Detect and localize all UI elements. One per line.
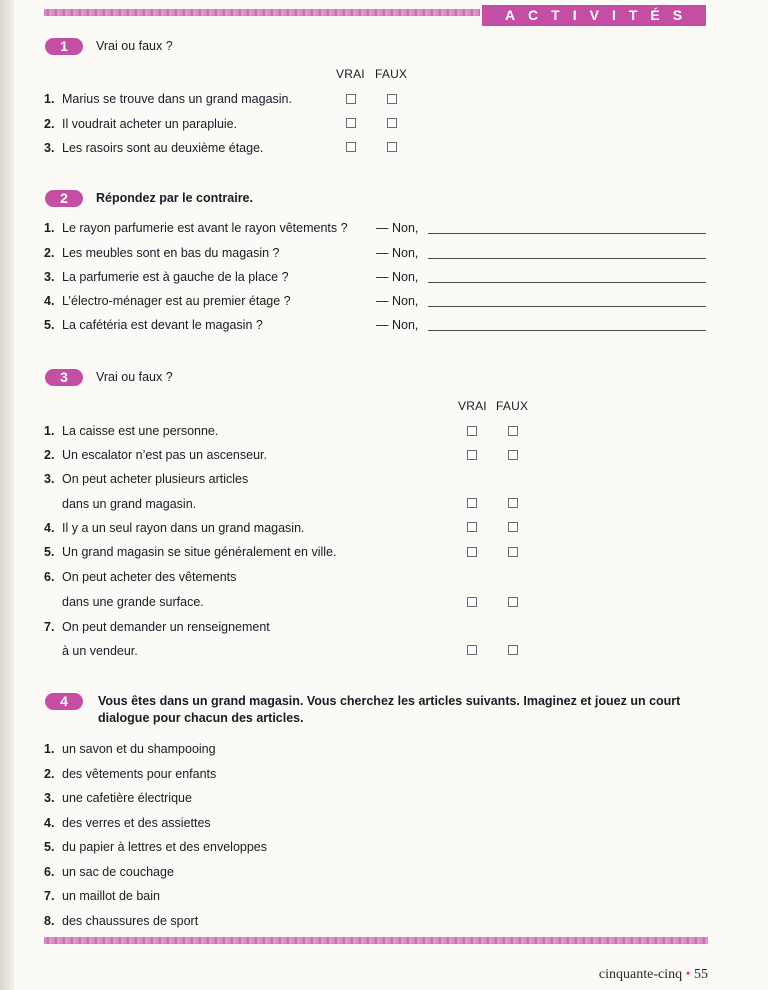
exercise-4-item: 3. une cafetière électrique — [44, 791, 192, 805]
vrai-checkbox[interactable] — [346, 94, 356, 104]
answer-prefix: — Non, — [376, 270, 419, 284]
page-number: 55 — [694, 967, 708, 982]
exercise-3-item-continuation: à un vendeur. — [62, 644, 138, 658]
faux-checkbox[interactable] — [508, 547, 518, 557]
exercise-2-item: 1. Le rayon parfumerie est avant le rayon vêtements ? — [44, 221, 348, 235]
exercise-4-item: 6. un sac de couchage — [44, 865, 174, 879]
exercise-2-item: 3. La parfumerie est à gauche de la place ? — [44, 270, 289, 284]
activites-header: ACTIVITÉS — [482, 5, 706, 26]
faux-checkbox[interactable] — [387, 142, 397, 152]
exercise-2-item: 5. La cafétéria est devant le magasin ? — [44, 318, 263, 332]
exercise-3-item: 1. La caisse est une personne. — [44, 424, 219, 438]
exercise-3-col-vrai: VRAI — [458, 399, 487, 413]
vrai-checkbox[interactable] — [346, 118, 356, 128]
faux-checkbox[interactable] — [508, 645, 518, 655]
exercise-3-item: 7. On peut demander un renseignement — [44, 620, 270, 634]
answer-prefix: — Non, — [376, 318, 419, 332]
answer-prefix: — Non, — [376, 221, 419, 235]
exercise-3-item-continuation: dans un grand magasin. — [62, 497, 197, 511]
exercise-4-item: 2. des vêtements pour enfants — [44, 767, 217, 781]
exercise-3-item: 3. On peut acheter plusieurs articles — [44, 472, 249, 486]
vrai-checkbox[interactable] — [467, 645, 477, 655]
answer-line[interactable] — [428, 282, 706, 283]
faux-checkbox[interactable] — [387, 94, 397, 104]
answer-prefix: — Non, — [376, 294, 419, 308]
faux-checkbox[interactable] — [508, 522, 518, 532]
faux-checkbox[interactable] — [508, 498, 518, 508]
answer-line[interactable] — [428, 258, 706, 259]
exercise-1-instruction: Vrai ou faux ? — [96, 39, 173, 53]
vrai-checkbox[interactable] — [467, 547, 477, 557]
faux-checkbox[interactable] — [508, 597, 518, 607]
exercise-1-item: 2. Il voudrait acheter un parapluie. — [44, 117, 238, 131]
exercise-3-item-continuation: dans une grande surface. — [62, 595, 204, 609]
exercise-3-item: 6. On peut acheter des vêtements — [44, 570, 237, 584]
exercise-1-item: 3. Les rasoirs sont au deuxième étage. — [44, 141, 264, 155]
exercise-3-instruction: Vrai ou faux ? — [96, 370, 173, 384]
vrai-checkbox[interactable] — [467, 522, 477, 532]
exercise-4-item: 8. des chaussures de sport — [44, 914, 199, 928]
page-number-word: cinquante-cinq — [598, 967, 683, 982]
vrai-checkbox[interactable] — [346, 142, 356, 152]
exercise-4-item: 7. un maillot de bain — [44, 889, 160, 903]
exercise-4-instruction-line2: dialogue pour chacun des articles. — [98, 711, 304, 725]
exercise-3-item: 5. Un grand magasin se situe généralement en ville. — [44, 545, 337, 559]
exercise-1-item: 1. Marius se trouve dans un grand magasin. — [44, 92, 292, 106]
exercise-2-item: 2. Les meubles sont en bas du magasin ? — [44, 246, 280, 260]
page-footer — [599, 967, 708, 983]
exercise-2-item: 4. L’électro-ménager est au premier étage ? — [44, 294, 291, 308]
answer-line[interactable] — [428, 330, 706, 331]
exercise-3-col-faux: FAUX — [496, 399, 529, 413]
top-decorative-band — [44, 9, 480, 16]
page-spine-shadow — [0, 0, 14, 990]
exercise-1-badge: 1 — [45, 38, 83, 55]
exercise-2-instruction: Répondez par le contraire. — [96, 191, 253, 205]
vrai-checkbox[interactable] — [467, 450, 477, 460]
vrai-checkbox[interactable] — [467, 498, 477, 508]
exercise-1-col-faux: FAUX — [375, 67, 408, 81]
exercise-3-item: 4. Il y a un seul rayon dans un grand magasin. — [44, 521, 305, 535]
faux-checkbox[interactable] — [508, 426, 518, 436]
exercise-2-badge: 2 — [45, 190, 83, 207]
answer-line[interactable] — [428, 233, 706, 234]
answer-prefix: — Non, — [376, 246, 419, 260]
faux-checkbox[interactable] — [387, 118, 397, 128]
exercise-3-badge: 3 — [45, 369, 83, 386]
exercise-4-item: 5. du papier à lettres et des enveloppes — [44, 840, 267, 854]
exercise-4-item: 4. des verres et des assiettes — [44, 816, 211, 830]
answer-line[interactable] — [428, 306, 706, 307]
exercise-4-item: 1. un savon et du shampooing — [44, 742, 216, 756]
exercise-1-col-vrai: VRAI — [336, 67, 365, 81]
exercise-3-item: 2. Un escalator n’est pas un ascenseur. — [44, 448, 267, 462]
vrai-checkbox[interactable] — [467, 597, 477, 607]
footer-bullet: • — [685, 967, 691, 982]
exercise-4-badge: 4 — [45, 693, 83, 710]
faux-checkbox[interactable] — [508, 450, 518, 460]
exercise-4-instruction-line1: Vous êtes dans un grand magasin. Vous cherchez les articles suivants. Imaginez et jouez un court — [98, 694, 681, 708]
bottom-decorative-band — [44, 937, 708, 944]
vrai-checkbox[interactable] — [467, 426, 477, 436]
